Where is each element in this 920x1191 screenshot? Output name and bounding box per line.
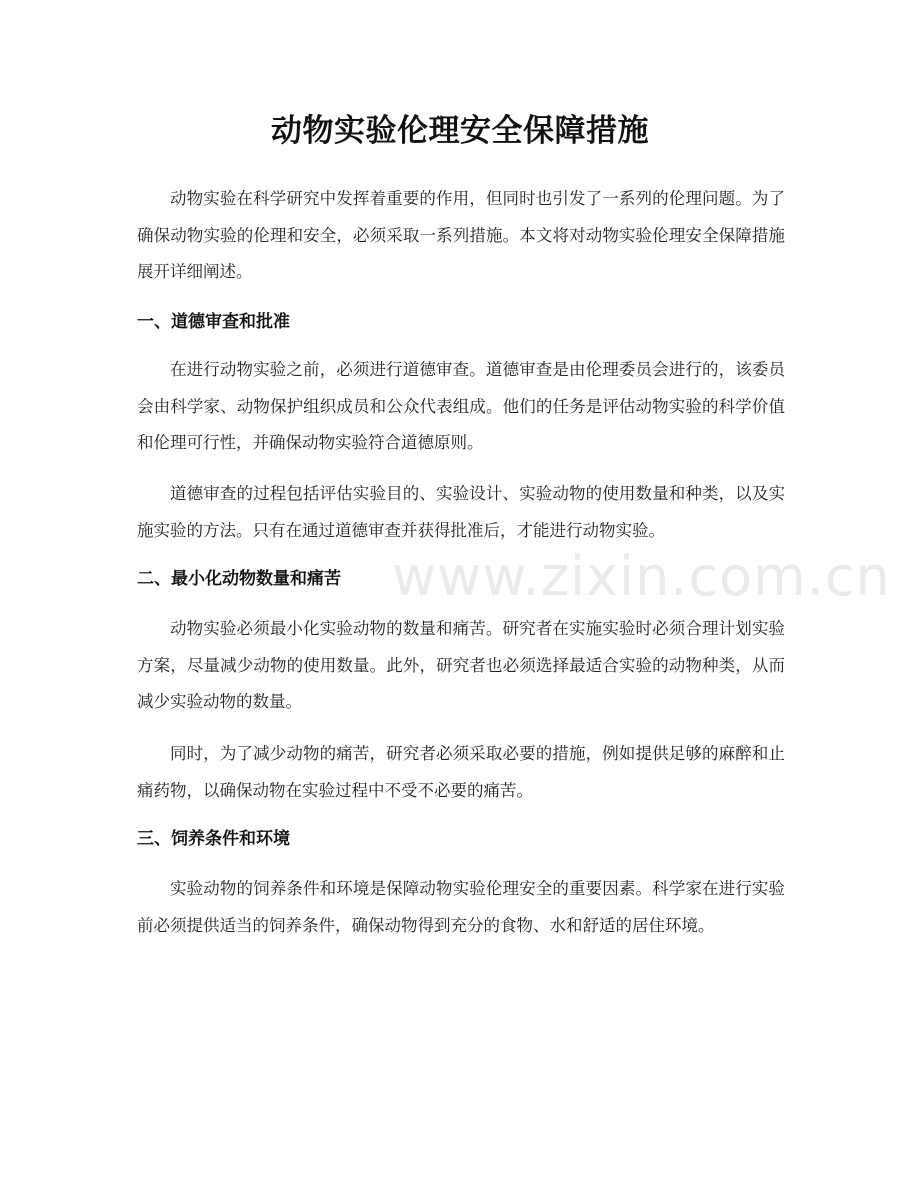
- section-1-paragraph-1: 在进行动物实验之前，必须进行道德审查。道德审查是由伦理委员会进行的，该委员会由科学家、动物保护组织成员和公众代表组成。他们的任务是评估动物实验的科学价值和伦理可行性，并确保动物实验符合道德原则。: [137, 360, 785, 452]
- section-heading-3: 三、饲养条件和环境: [137, 829, 290, 849]
- section-3-heading-block: [137, 824, 785, 854]
- section-1-heading-block: [137, 307, 785, 337]
- section-2-paragraph-1: 动物实验必须最小化实验动物的数量和痛苦。研究者在实施实验时必须合理计划实验方案，尽量减少动物的使用数量。此外，研究者也必须选择最适合实验的动物种类，从而减少实验动物的数量。: [137, 619, 785, 711]
- section-heading-2: 二、最小化动物数量和痛苦: [137, 569, 341, 589]
- section-2-paragraph-2: 同时，为了减少动物的痛苦，研究者必须采取必要的措施，例如提供足够的麻醉和止痛药物，以确保动物在实验过程中不受不必要的痛苦。: [137, 744, 785, 800]
- section-2-paragraph-2-block: [137, 736, 785, 809]
- intro-block: [137, 181, 785, 291]
- section-3-paragraph-1-block: [137, 871, 785, 944]
- intro-paragraph: 动物实验在科学研究中发挥着重要的作用，但同时也引发了一系列的伦理问题。为了确保动物实验的伦理和安全，必须采取一系列措施。本文将对动物实验伦理安全保障措施展开详细阐述。: [137, 189, 785, 281]
- section-3-paragraph-1: 实验动物的饲养条件和环境是保障动物实验伦理安全的重要因素。科学家在进行实验前必须提供适当的饲养条件，确保动物得到充分的食物、水和舒适的居住环境。: [137, 879, 785, 935]
- section-1-paragraph-2: 道德审查的过程包括评估实验目的、实验设计、实验动物的使用数量和种类，以及实施实验的方法。只有在通过道德审查并获得批准后，才能进行动物实验。: [137, 484, 785, 540]
- watermark-text: www.zixin.com.cn: [392, 545, 891, 608]
- section-1-paragraph-1-block: [137, 352, 785, 462]
- section-heading-1: 一、道德审查和批准: [137, 312, 290, 332]
- section-2-paragraph-1-block: [137, 611, 785, 721]
- section-2-heading-block: [137, 564, 785, 594]
- page-title: 动物实验伦理安全保障措施: [271, 113, 649, 149]
- section-1-paragraph-2-block: [137, 476, 785, 549]
